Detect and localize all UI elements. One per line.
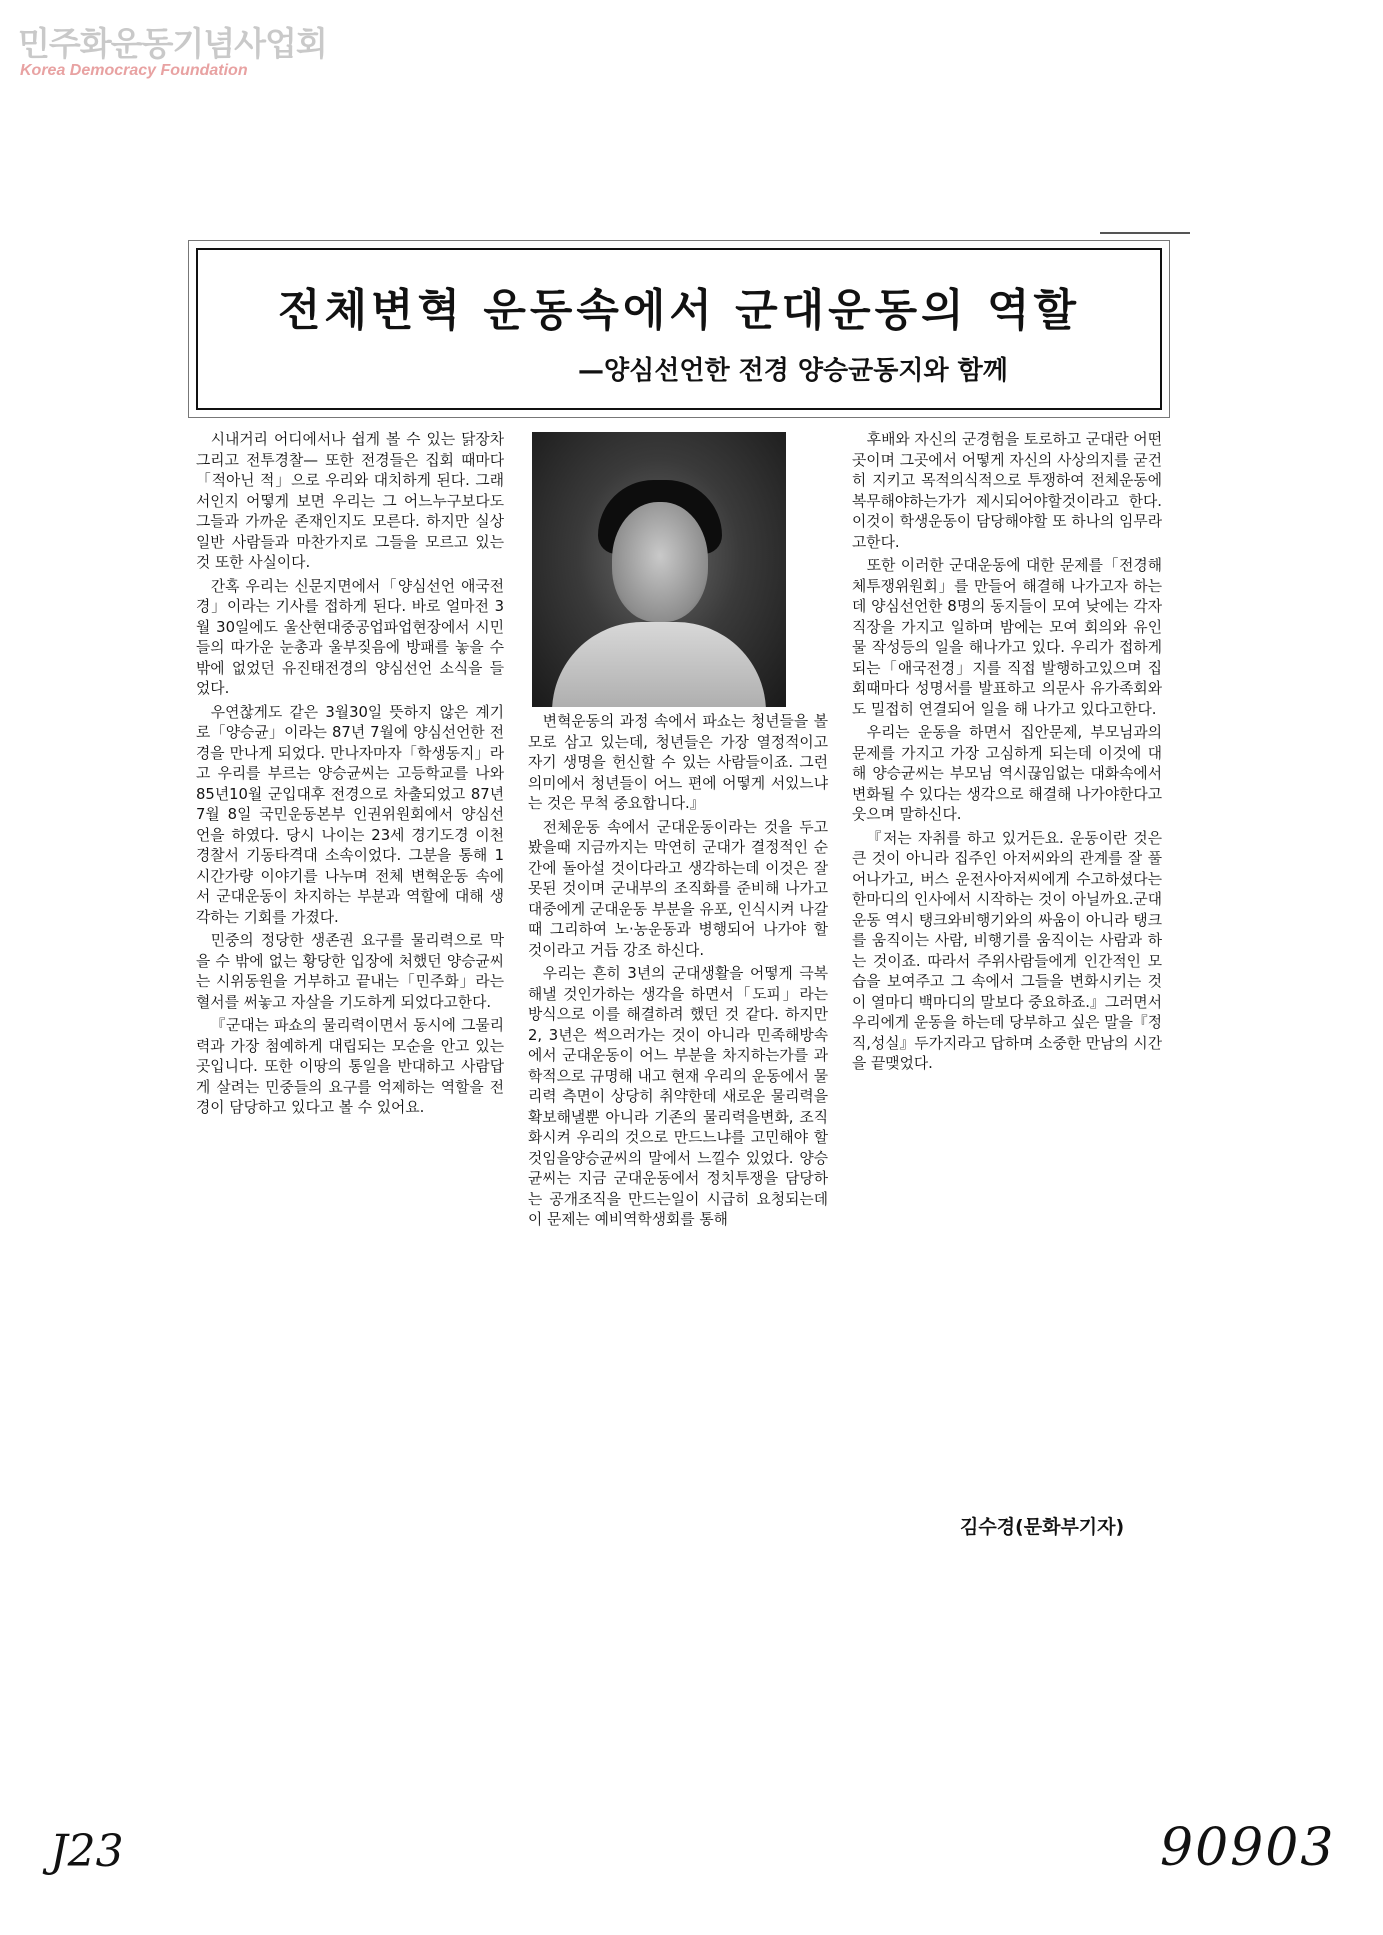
paragraph: 우리는 흔히 3년의 군대생활을 어떻게 극복해낼 것인가하는 생각을 하면서「도피」라는 방식으로 이를 해결하려 했던 것 같다. 하지만 2, 3년은 썩으러가는 것이 아니라 민족해방속에서 군대운동이 어느 부분을 차지하는가를 과학적으로 규명해 내고 현재 우리의 운동에서 물리력 측면이 상당히 취약한데 새로운 물리력을 확보해낼뿐 아니라 기존의 물리력을변화, 조직화시켜 우리의 것으로 만드느냐를 고민해야 할 것임을양승균씨의 말에서 느낄수 있었다. 양승균씨는 지금 군대운동에서 정치투쟁을 담당하는 공개조직을 만드는일이 시급히 요청되는데 이 문제는 예비역학생회를 통해 <box>528 965 828 1228</box>
paragraph: 시내거리 어디에서나 쉽게 볼 수 있는 닭장차 그리고 전투경찰— 또한 전경들은 집회 때마다「적아닌 적」으로 우리와 대치하게 된다. 그래서인지 어떻게 보면 우리는 그 어느누구보다도 그들과 가까운 존재인지도 모른다. 하지만 실상 일반 사람들과 마찬가지로 그들을 모르고 있는 것 또한 사실이다. <box>196 431 504 571</box>
paragraph: 민중의 정당한 생존권 요구를 물리력으로 막을 수 밖에 없는 황당한 입장에 처했던 양승균씨는 시위동원을 거부하고 끝내는「민주화」라는 혈서를 써놓고 자살을 기도하게 되었다고한다. <box>196 932 504 1011</box>
handwritten-right-number: 90903 <box>1160 1818 1336 1878</box>
paragraph: 또한 이러한 군대운동에 대한 문제를「전경해체투쟁위원회」를 만들어 해결해 나가고자 하는데 양심선언한 8명의 동지들이 모여 낮에는 각자 직장을 가지고 일하며 밤에는 모여 회의와 유인물 작성등의 일을 해나가고 있다. 우리가 접하게 되는「애국전경」지를 직접 발행하고있으며 집회때마다 성명서를 발표하고 의문사 유가족회와도 밀접히 연결되어 일을 해 나가고 있다고한다. <box>852 557 1162 718</box>
paragraph: 우리는 운동을 하면서 집안문제, 부모님과의 문제를 가지고 가장 고심하게 되는데 이것에 대해 양승균씨는 부모님 역시끊임없는 대화속에서 변화될 수 있다는 생각으로 해결해 나가야한다고 웃으며 말하신다. <box>852 724 1162 823</box>
portrait-photo <box>532 432 786 707</box>
photo-body <box>552 622 766 707</box>
article-column-2 <box>528 712 828 1234</box>
paragraph: 후배와 자신의 군경험을 토로하고 군대란 어떤 곳이며 그곳에서 어떻게 자신의 사상의지를 굳건히 지키고 목적의식적으로 투쟁하여 전체운동에 복무해야하는가가 제시되어야할것이라고 한다.이것이 학생운동이 담당해야할 또 하나의 임무라고한다. <box>852 431 1162 551</box>
paragraph: 『군대는 파쇼의 물리력이면서 동시에 그물리력과 가장 첨예하게 대립되는 모순을 안고 있는 곳입니다. 또한 이땅의 통일을 반대하고 사람답게 살려는 민중들의 요구를 억제하는 역할을 전경이 담당하고 있다고 볼 수 있어요. <box>196 1017 504 1116</box>
handwritten-left-mark: J23 <box>50 1826 124 1877</box>
watermark-korean: 민주화운동기념사업회 <box>18 24 327 63</box>
headline: 전체변혁 운동속에서 군대운동의 역할 <box>277 285 1081 336</box>
paragraph: 『저는 자취를 하고 있거든요. 운동이란 것은 큰 것이 아니라 집주인 아저씨와의 관계를 잘 풀어나가고, 버스 운전사아저씨에게 수고하셨다는 한마디의 인사에서 시작하는 것이 아닐까요.군대운동 역시 탱크와비행기와의 싸움이 아니라 탱크를 움직이는 사람, 비행기를 움직이는 사람과 하는 것이죠. 따라서 주위사람들에게 인간적인 모습을 보여주고 그 속에서 그들을 변화시키는 것이 열마디 백마디의 말보다 중요하죠.』그러면서 우리에게 운동을 하는데 당부하고 싶은 말을『정직,성실』두가지라고 답하며 소중한 만남의 시간을 끝맺었다. <box>852 829 1162 1072</box>
paragraph: 우연찮게도 같은 3월30일 뜻하지 않은 계기로「양승균」이라는 87년 7월에 양심선언한 전경을 만나게 되었다. 만나자마자「학생동지」라고 우리를 부르는 양승균씨는 고등학교를 나와 85년10월 군입대후 전경으로 차출되었고 87년 7월 8일 국민운동본부 인권위원회에서 양심선언을 하였다. 당시 나이는 23세 경기도경 이천경찰서 기동타격대 소속이었다. 그분을 통해 1시간가량 이야기를 나누며 전체 변혁운동 속에서 군대운동이 차지하는 부분과 역할에 대해 생각하는 기회를 가졌다. <box>196 703 504 926</box>
article-column-1 <box>196 430 504 1122</box>
article-column-3 <box>852 430 1162 1078</box>
paragraph: 전체운동 속에서 군대운동이라는 것을 두고봤을때 지금까지는 막연히 군대가 결정적인 순간에 돌아설 것이다라고 생각하는데 이것은 잘못된 것이며 군내부의 조직화를 준비해 나가고 대중에게 군대운동 부분을 유포, 인식시켜 나갈 때 그리하여 노·농운동과 병행되어 나가야 할 것이라고 거듭 강조 하신다. <box>528 818 828 959</box>
headline-box <box>196 248 1162 410</box>
photo-face <box>612 502 708 622</box>
paragraph: 간혹 우리는 신문지면에서「양심선언 애국전경」이라는 기사를 접하게 된다. 바로 얼마전 3월 30일에도 울산현대중공업파업현장에서 시민들의 따가운 눈총과 울부짖음에 방패를 놓을 수 밖에 없었던 유진태전경의 양심선언 소식을 들었다. <box>196 577 504 697</box>
byline: 김수경(문화부기자) <box>960 1516 1125 1538</box>
watermark-english: Korea Democracy Foundation <box>20 62 248 79</box>
subheadline: —양심선언한 전경 양승균동지와 함께 <box>578 356 1008 386</box>
top-rule <box>1100 232 1190 234</box>
paragraph: 변혁운동의 과정 속에서 파쇼는 청년들을 볼모로 삼고 있는데, 청년들은 가장 열정적이고 자기 생명을 헌신할 수 있는 사람들이죠. 그런 의미에서 청년들이 어느 편에 어떻게 서있느냐는 것은 무척 중요합니다.』 <box>528 713 828 812</box>
